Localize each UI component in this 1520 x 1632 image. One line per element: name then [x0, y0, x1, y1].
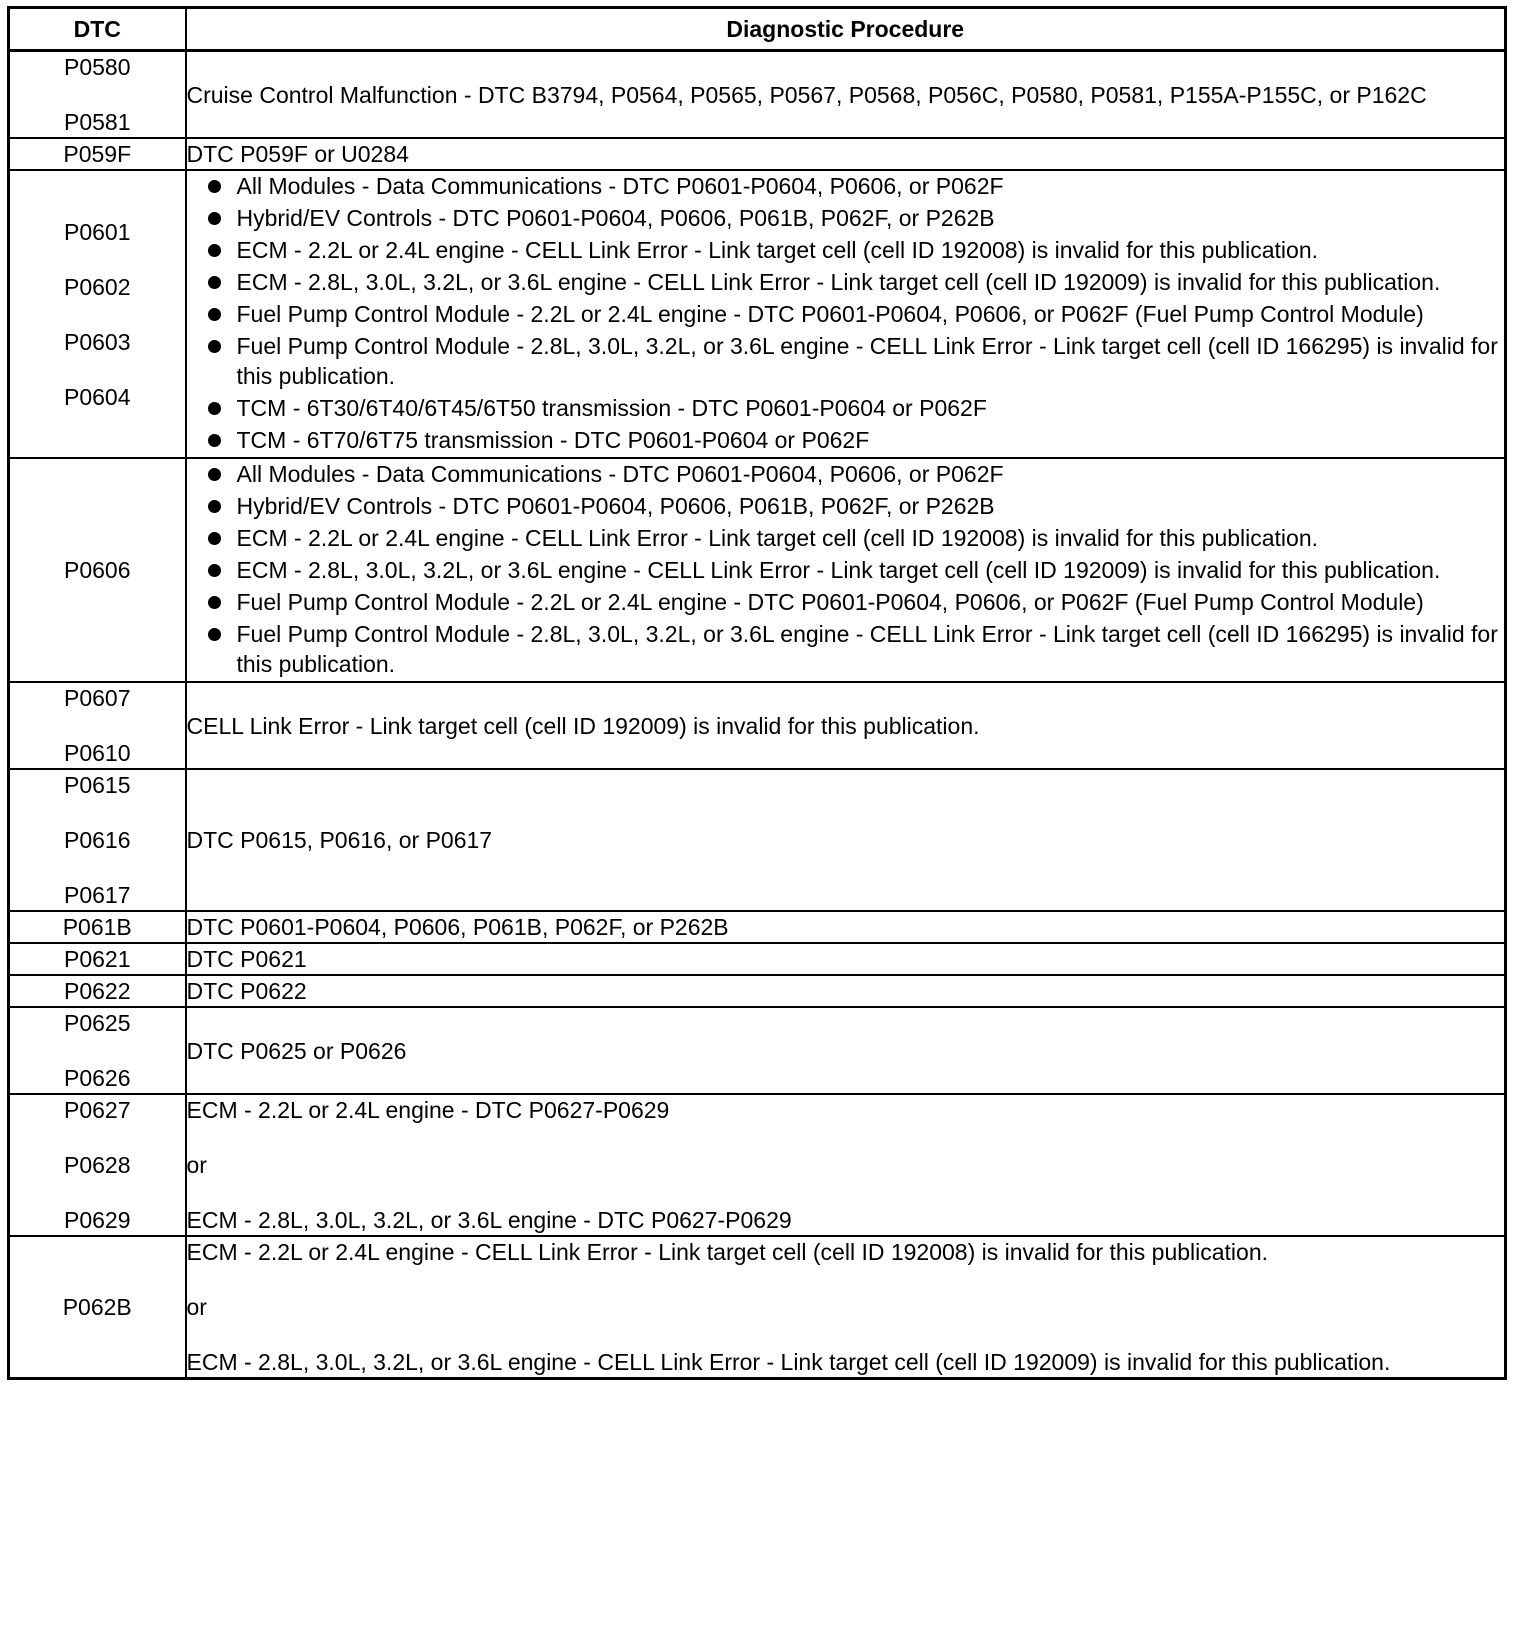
procedure-text: DTC P0621 [186, 946, 307, 972]
procedure-bullet-item: Fuel Pump Control Module - 2.8L, 3.0L, 3.2L, or 3.6L engine - CELL Link Error - Link target cell (cell ID 166295) is invalid for this publication. [187, 619, 1505, 679]
dtc-code: P0607 [63, 685, 131, 711]
dtc-code: P0610 [63, 740, 131, 766]
dtc-code: P0616 [63, 827, 131, 853]
procedure-text: DTC P0622 [186, 978, 307, 1004]
dtc-cell [9, 975, 186, 1007]
dtc-cell [9, 170, 186, 458]
procedure-line: ECM - 2.8L, 3.0L, 3.2L, or 3.6L engine - DTC P0627-P0629 [186, 1207, 792, 1233]
procedure-bullet-item: All Modules - Data Communications - DTC P0601-P0604, P0606, or P062F [187, 171, 1505, 201]
dtc-code: P0617 [63, 882, 131, 908]
dtc-code: P0629 [63, 1207, 131, 1233]
procedure-text: CELL Link Error - Link target cell (cell ID 192009) is invalid for this publication. [186, 712, 980, 739]
table-row [9, 1236, 1506, 1379]
dtc-code: P0622 [63, 978, 131, 1004]
procedure-bullet-item: Fuel Pump Control Module - 2.2L or 2.4L engine - DTC P0601-P0604, P0606, or P062F (Fuel Pump Control Module) [187, 299, 1505, 329]
procedure-cell [186, 1094, 1506, 1236]
procedure-line: ECM - 2.8L, 3.0L, 3.2L, or 3.6L engine - CELL Link Error - Link target cell (cell ID 192009) is invalid for this publication. [186, 1349, 1391, 1375]
dtc-code: P0615 [63, 772, 131, 798]
procedure-bullet-item: ECM - 2.2L or 2.4L engine - CELL Link Error - Link target cell (cell ID 192008) is invalid for this publication. [187, 523, 1505, 553]
table-row [9, 1094, 1506, 1236]
dtc-code: P0601 [63, 218, 131, 245]
procedure-cell [186, 911, 1506, 943]
dtc-cell [9, 1236, 186, 1379]
dtc-code: P0604 [63, 383, 131, 410]
table-row [9, 911, 1506, 943]
dtc-code: P061B [62, 914, 132, 940]
procedure-cell [186, 769, 1506, 911]
dtc-table [7, 6, 1507, 1380]
procedure-text: DTC P0615, P0616, or P0617 [186, 827, 493, 853]
table-row [9, 975, 1506, 1007]
table-row [9, 458, 1506, 682]
dtc-cell [9, 51, 186, 139]
procedure-cell [186, 458, 1506, 682]
procedure-bullet-list [187, 171, 1505, 455]
dtc-cell [9, 943, 186, 975]
dtc-code: P059F [63, 141, 132, 167]
dtc-code: P0603 [63, 328, 131, 355]
table-row [9, 1007, 1506, 1094]
table-row [9, 943, 1506, 975]
procedure-bullet-item: TCM - 6T70/6T75 transmission - DTC P0601-P0604 or P062F [187, 425, 1505, 455]
procedure-text: DTC P0601-P0604, P0606, P061B, P062F, or P262B [186, 914, 729, 940]
table-row [9, 138, 1506, 170]
dtc-code: P0580 [63, 54, 131, 80]
dtc-code: P0626 [63, 1065, 131, 1091]
table-row [9, 682, 1506, 769]
dtc-code: P0581 [63, 109, 131, 135]
procedure-bullet-item: All Modules - Data Communications - DTC P0601-P0604, P0606, or P062F [187, 459, 1505, 489]
procedure-bullet-item: ECM - 2.2L or 2.4L engine - CELL Link Error - Link target cell (cell ID 192008) is invalid for this publication. [187, 235, 1505, 265]
dtc-code: P0628 [63, 1152, 131, 1178]
procedure-bullet-item: ECM - 2.8L, 3.0L, 3.2L, or 3.6L engine - CELL Link Error - Link target cell (cell ID 192009) is invalid for this publication. [187, 555, 1505, 585]
procedure-text: DTC P0625 or P0626 [186, 1037, 407, 1064]
procedure-line: or [186, 1152, 207, 1178]
procedure-bullet-item: Hybrid/EV Controls - DTC P0601-P0604, P0606, P061B, P062F, or P262B [187, 491, 1505, 521]
procedure-text: Cruise Control Malfunction - DTC B3794, P0564, P0565, P0567, P0568, P056C, P0580, P0581, P155A-P155C, or P162C [186, 81, 1427, 108]
procedure-cell [186, 170, 1506, 458]
procedure-cell [186, 682, 1506, 769]
table-row [9, 51, 1506, 139]
dtc-code: P0602 [63, 273, 131, 300]
procedure-cell [186, 138, 1506, 170]
header-dtc: DTC [9, 8, 186, 51]
dtc-code: P0625 [63, 1010, 131, 1036]
procedure-bullet-item: TCM - 6T30/6T40/6T45/6T50 transmission - DTC P0601-P0604 or P062F [187, 393, 1505, 423]
dtc-code: P0627 [63, 1097, 131, 1123]
dtc-cell [9, 1094, 186, 1236]
dtc-code: P0606 [63, 557, 131, 583]
header-diagnostic-procedure: Diagnostic Procedure [186, 8, 1506, 51]
procedure-cell [186, 1007, 1506, 1094]
dtc-cell [9, 911, 186, 943]
dtc-cell [9, 682, 186, 769]
procedure-line: ECM - 2.2L or 2.4L engine - CELL Link Error - Link target cell (cell ID 192008) is invalid for this publication. [186, 1239, 1269, 1265]
procedure-bullet-item: Fuel Pump Control Module - 2.2L or 2.4L engine - DTC P0601-P0604, P0606, or P062F (Fuel Pump Control Module) [187, 587, 1505, 617]
procedure-bullet-item: ECM - 2.8L, 3.0L, 3.2L, or 3.6L engine - CELL Link Error - Link target cell (cell ID 192009) is invalid for this publication. [187, 267, 1505, 297]
dtc-cell [9, 769, 186, 911]
procedure-cell [186, 975, 1506, 1007]
procedure-bullet-item: Fuel Pump Control Module - 2.8L, 3.0L, 3.2L, or 3.6L engine - CELL Link Error - Link target cell (cell ID 166295) is invalid for this publication. [187, 331, 1505, 391]
table-row [9, 170, 1506, 458]
procedure-cell [186, 1236, 1506, 1379]
dtc-code: P0621 [63, 946, 131, 972]
procedure-text: DTC P059F or U0284 [186, 141, 409, 167]
table-row [9, 769, 1506, 911]
dtc-cell [9, 1007, 186, 1094]
procedure-line: or [186, 1294, 207, 1320]
dtc-code: P062B [62, 1294, 132, 1320]
table-header-row [9, 8, 1506, 51]
dtc-cell [9, 458, 186, 682]
procedure-bullet-list [187, 459, 1505, 679]
dtc-table-page [7, 6, 1507, 1380]
procedure-bullet-item: Hybrid/EV Controls - DTC P0601-P0604, P0606, P061B, P062F, or P262B [187, 203, 1505, 233]
procedure-cell [186, 51, 1506, 139]
dtc-cell [9, 138, 186, 170]
procedure-line: ECM - 2.2L or 2.4L engine - DTC P0627-P0629 [186, 1097, 670, 1123]
procedure-cell [186, 943, 1506, 975]
